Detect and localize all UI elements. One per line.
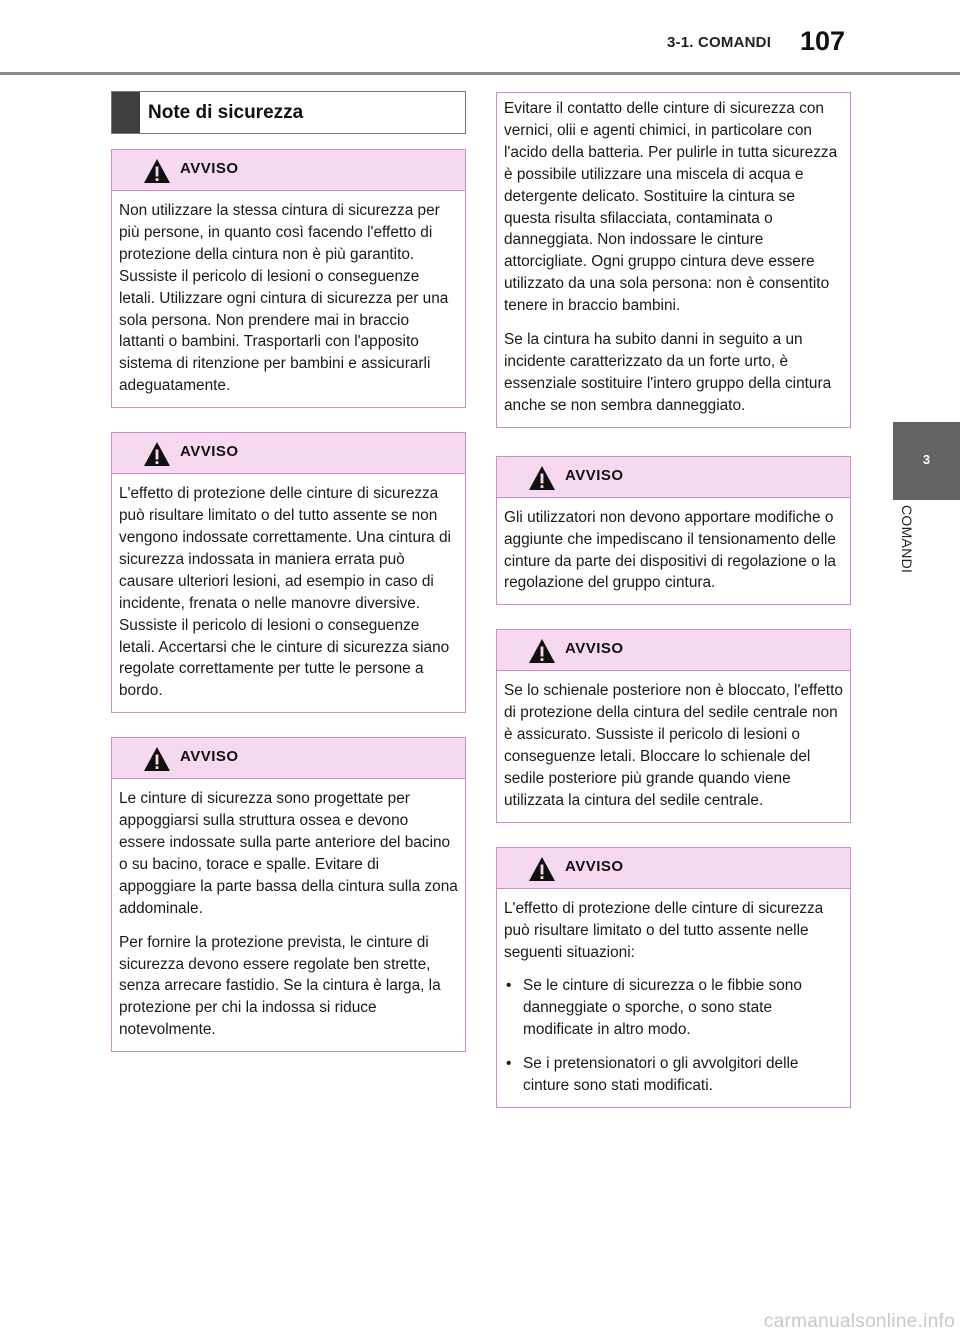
right-column (496, 92, 851, 1132)
warning-paragraph: Gli utilizzatori non devono apportare modifiche o aggiunte che impediscano il tensionamento delle cinture da parte dei dispositivi di regolazione o la regolazione del gruppo cintura. (504, 508, 836, 592)
warning-box (111, 432, 466, 713)
chapter-side-label (895, 505, 935, 615)
chapter-tab (893, 422, 960, 500)
warning-body (112, 474, 465, 712)
safety-notes-title: Note di sicurezza (148, 101, 304, 123)
page-number: 107 (800, 26, 846, 56)
heading-bar (112, 92, 140, 133)
warning-triangle-icon (143, 746, 171, 772)
warning-label: AVVISO (180, 748, 239, 766)
warning-header (497, 848, 850, 889)
warning-triangle-icon (528, 465, 556, 491)
chapter-tab-number: 3 (922, 452, 931, 467)
bullet-list (504, 975, 843, 1097)
warning-label: AVVISO (565, 640, 624, 658)
watermark: carmanualsonline.info (763, 1311, 955, 1332)
warning-paragraph: L'effetto di protezione delle cinture di sicurezza può risultare limitato o del tutto assente nelle seguenti situazioni: (504, 899, 824, 961)
warning-paragraph: Per fornire la protezione prevista, le cinture di sicurezza devono essere regolate ben strette, senza arrecare fastidio. Se la cintura è larga, la protezione per chi la indossa si riduce notevolmente. (119, 933, 441, 1039)
warning-paragraph: Non utilizzare la stessa cintura di sicurezza per più persone, in quanto così facendo l'effetto di protezione della cintura non è più garantito. Sussiste il pericolo di lesioni o conseguenze letali. Utilizzare ogni cintura di sicurezza per una sola persona. Non prendere mai in braccio lattanti o bambini. Trasportarli con l'apposito sistema di ritenzione per bambini e assicurarli adeguatamente. (119, 202, 449, 395)
warning-paragraph: Le cinture di sicurezza sono progettate per appoggiarsi sulla struttura ossea e devono essere indossate sulla parte anteriore del bacino o su bacino, torace e spalle. Evitare di appoggiare la parte bassa della cintura sulla zona addominale. (119, 790, 458, 917)
warning-box (496, 456, 851, 606)
warning-body (497, 93, 850, 427)
list-item: • Se le cinture di sicurezza o le fibbie sono danneggiate o sporche, o sono state modificate in altro modo. (504, 975, 843, 1041)
warning-body (112, 191, 465, 407)
warning-header (112, 433, 465, 474)
header-rule (0, 72, 960, 75)
warning-continuation-box (496, 92, 851, 428)
warning-box (111, 149, 466, 408)
warning-paragraph: Evitare il contatto delle cinture di sicurezza con vernici, olii e agenti chimici, in particolare con l'acido della batteria. Per pulirle in tutta sicurezza è possibile utilizzare una miscela di acqua e detergente delicato. Sostituire la cintura se questa risulta sfilacciata, contaminata o danneggiata. Non indossare le cinture attorcigliate. Ogni gruppo cintura deve essere utilizzato da una sola persona: non è consentito tenere in braccio bambini. (504, 100, 838, 315)
warning-label: AVVISO (565, 466, 624, 484)
warning-box (111, 737, 466, 1052)
warning-box (496, 629, 851, 822)
warning-paragraph: Se la cintura ha subito danni in seguito a un incidente caratterizzato da un forte urto, è essenziale sostituire l'intero gruppo della cintura anche se non sembra danneggiato. (504, 331, 832, 414)
warning-body (497, 671, 850, 821)
warning-box (496, 847, 851, 1108)
warning-body (497, 889, 850, 1107)
chapter-side-label-text: COMANDI (899, 505, 915, 574)
section-title: 3-1. COMANDI (667, 34, 772, 51)
warning-label: AVVISO (180, 160, 239, 177)
warning-label: AVVISO (180, 443, 239, 461)
warning-header (112, 738, 465, 779)
warning-paragraph: L'effetto di protezione delle cinture di sicurezza può risultare limitato o del tutto assente se non vengono indossate correttamente. Una cintura di sicurezza indossata in maniera errata può causare ulteriori lesioni, ad esempio in caso di incidente, frenata o nelle manovre diversive. Sussiste il pericolo di lesioni o conseguenze letali. Accertarsi che le cinture di sicurezza siano regolate correttamente per tutte le persone a bordo. (119, 485, 451, 700)
warning-triangle-icon (143, 158, 171, 184)
list-item: • Se i pretensionatori o gli avvolgitori delle cinture sono stati modificati. (504, 1053, 843, 1097)
warning-triangle-icon (143, 441, 171, 467)
warning-header (112, 150, 465, 191)
warning-paragraph: Se lo schienale posteriore non è bloccato, l'effetto di protezione della cintura del sedile centrale non è assicurato. Sussiste il pericolo di lesioni o conseguenze letali. Bloccare lo schienale del sedile posteriore più grande quando viene utilizzata la cintura del sedile centrale. (504, 682, 843, 809)
warning-triangle-icon (528, 638, 556, 664)
warning-label: AVVISO (565, 857, 624, 875)
safety-notes-heading (111, 91, 466, 134)
warning-triangle-icon (528, 856, 556, 882)
left-column (111, 91, 466, 1076)
warning-body (497, 498, 850, 605)
warning-body (112, 779, 465, 1051)
warning-header (497, 457, 850, 498)
warning-header (497, 630, 850, 671)
